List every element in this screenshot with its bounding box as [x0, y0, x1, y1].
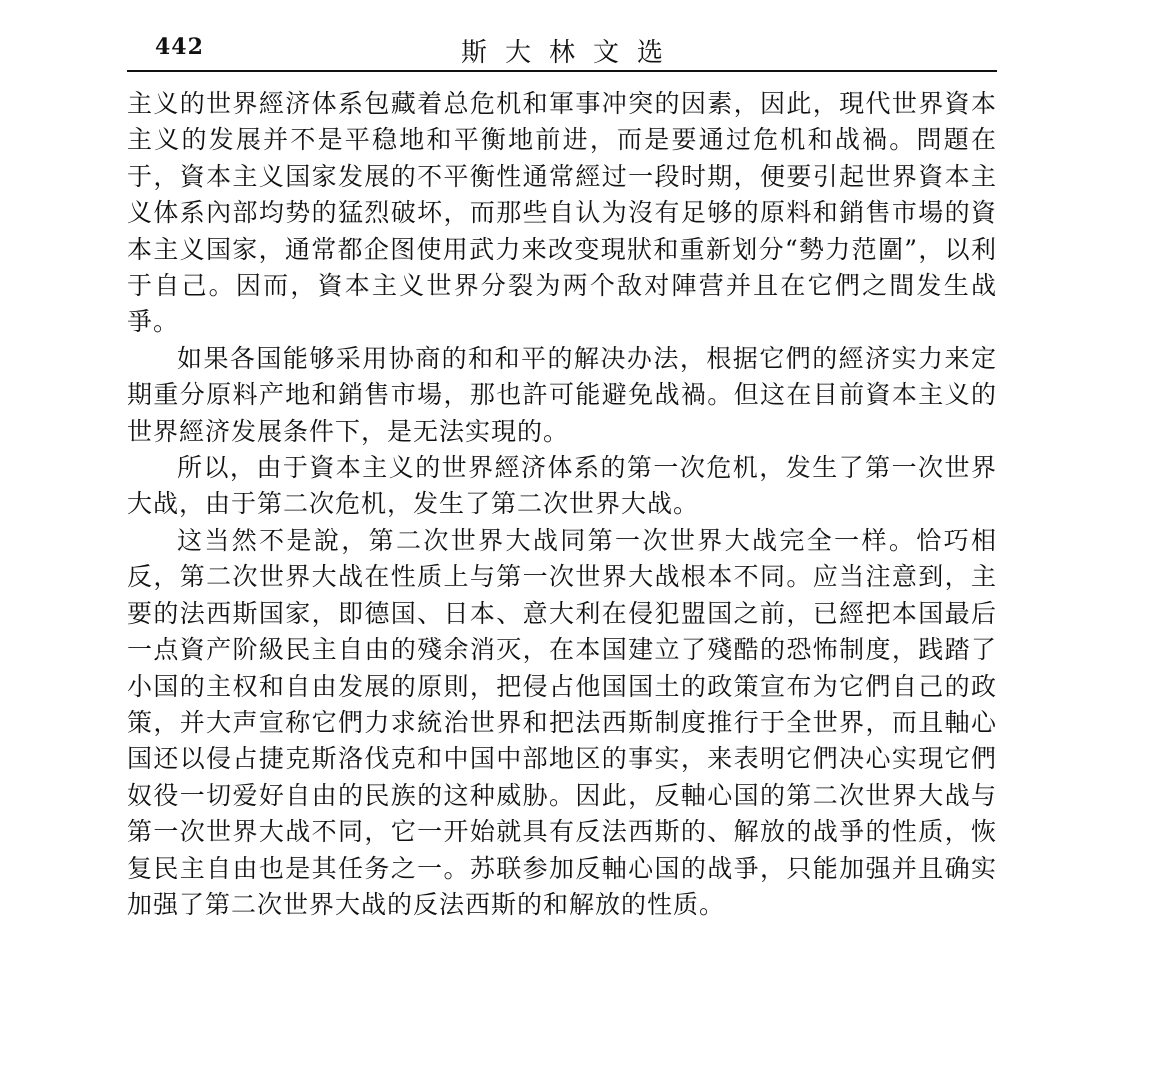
book-title: 斯大林文选	[460, 38, 681, 68]
paragraph: 如果各国能够采用协商的和和平的解决办法，根据它們的經济实力来定期重分原料产地和銷售市場，那也許可能避免战禍。但这在目前資本主义的世界經济发展条件下，是无法实現的。	[127, 343, 997, 446]
paragraph: 这当然不是說，第二次世界大战同第一次世界大战完全一样。恰巧相反，第二次世界大战在性质上与第一次世界大战根本不同。应当注意到，主要的法西斯国家，即德国、日本、意大利在侵犯盟国之前，已經把本国最后一点資产阶級民主自由的殘余消灭，在本国建立了殘酷的恐怖制度，践踏了小国的主权和自由发展的原則，把侵占他国国土的政策宣布为它們自己的政策，并大声宣称它們力求統治世界和把法西斯制度推行于全世界，而且軸心国还以侵占捷克斯洛伐克和中国中部地区的事实，来表明它們决心实現它們奴役一切爱好自由的民族的这种威胁。因此，反軸心国的第二次世界大战与第一次世界大战不同，它一开始就具有反法西斯的、解放的战爭的性质，恢复民主自由也是其任务之一。苏联参加反軸心国的战爭，只能加强并且确实加强了第二次世界大战的反法西斯的和解放的性质。	[127, 525, 997, 919]
running-head	[127, 32, 997, 66]
page-number: 442	[155, 34, 204, 60]
header-rule	[127, 70, 997, 72]
body-text	[127, 86, 997, 923]
paragraph-continued: 主义的世界經济体系包藏着总危机和軍事冲突的因素，因此，現代世界資本主义的发展并不是平稳地和平衡地前进，而是要通过危机和战禍。問題在于，資本主义国家发展的不平衡性通常經过一段时期，便要引起世界資本主义体系內部均势的猛烈破坏，而那些自认为沒有足够的原料和銷售市場的資本主义国家，通常都企图使用武力来改变現狀和重新划分“勢力范圍”，以利于自己。因而，資本主义世界分裂为两个敌对陣营并且在它們之間发生战爭。	[127, 89, 997, 337]
paragraph: 所以，由于資本主义的世界經济体系的第一次危机，发生了第一次世界大战，由于第二次危机，发生了第二次世界大战。	[127, 453, 997, 519]
